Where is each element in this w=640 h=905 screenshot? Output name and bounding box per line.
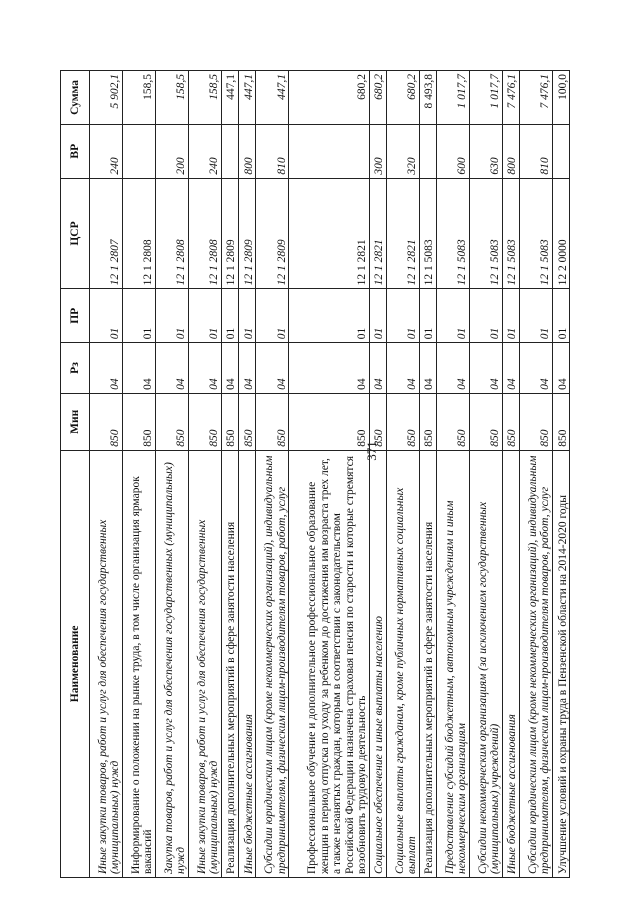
cell-sum: 158,5 — [155, 71, 188, 125]
cell-min: 850 — [90, 393, 123, 450]
cell-pr: 01 — [289, 289, 370, 343]
table-body — [90, 71, 570, 878]
cell-csr: 12 1 2807 — [90, 178, 123, 289]
table-row — [436, 71, 469, 878]
cell-min: 850 — [238, 393, 255, 450]
cell-csr: 12 1 5083 — [469, 178, 502, 289]
cell-name: Улучшение условий и охраны труда в Пензенской области на 2014-2020 годы — [552, 450, 569, 877]
cell-pr: 01 — [90, 289, 123, 343]
table-row — [502, 71, 519, 878]
table-row — [369, 71, 386, 878]
cell-csr: 12 1 2809 — [238, 178, 255, 289]
cell-vr: 240 — [188, 124, 221, 178]
cell-vr: 810 — [519, 124, 552, 178]
cell-name: Реализация дополнительных мероприятий в сфере занятости населения — [419, 450, 436, 877]
cell-min: 850 — [289, 393, 370, 450]
cell-csr: 12 1 2809 — [256, 178, 289, 289]
cell-name: Информирование о положении на рынке труда, в том числе организация ярмарок вакансий — [122, 450, 155, 877]
cell-rz: 04 — [289, 343, 370, 394]
cell-sum: 158,5 — [122, 71, 155, 125]
table-header-row — [61, 71, 90, 878]
cell-sum: 100,0 — [552, 71, 569, 125]
cell-vr: 630 — [469, 124, 502, 178]
cell-pr: 01 — [155, 289, 188, 343]
cell-rz: 04 — [256, 343, 289, 394]
cell-vr: 320 — [386, 124, 419, 178]
cell-min: 850 — [369, 393, 386, 450]
cell-vr: 800 — [238, 124, 255, 178]
cell-min: 850 — [552, 393, 569, 450]
cell-pr: 01 — [369, 289, 386, 343]
cell-name: Социальное обеспечение и иные выплаты населению — [369, 450, 386, 877]
table-row — [419, 71, 436, 878]
cell-vr — [289, 124, 370, 178]
cell-min: 850 — [221, 393, 238, 450]
cell-rz: 04 — [519, 343, 552, 394]
table-row — [386, 71, 419, 878]
cell-name: Субсидии юридическим лицам (кроме некоммерческих организаций), индивидуальным предпринимателям, физическим лицам-производителям товаров, работ, услуг — [256, 450, 289, 877]
table-row — [469, 71, 502, 878]
cell-rz: 04 — [155, 343, 188, 394]
cell-vr: 800 — [502, 124, 519, 178]
cell-sum: 447,1 — [238, 71, 255, 125]
cell-pr: 01 — [221, 289, 238, 343]
cell-pr: 01 — [386, 289, 419, 343]
cell-min: 850 — [502, 393, 519, 450]
cell-rz: 04 — [419, 343, 436, 394]
header-sum: Сумма — [61, 71, 90, 125]
header-min: Мин — [61, 393, 90, 450]
cell-vr — [419, 124, 436, 178]
cell-vr — [122, 124, 155, 178]
cell-pr: 01 — [469, 289, 502, 343]
cell-rz: 04 — [90, 343, 123, 394]
cell-sum: 1 017,7 — [436, 71, 469, 125]
cell-name: Предоставление субсидий бюджетным, автономным учреждениям и иным некоммерческим организациям — [436, 450, 469, 877]
cell-pr: 01 — [552, 289, 569, 343]
cell-csr: 12 1 2821 — [369, 178, 386, 289]
cell-rz: 04 — [238, 343, 255, 394]
cell-name: Иные бюджетные ассигнования — [238, 450, 255, 877]
cell-min: 850 — [386, 393, 419, 450]
cell-csr: 12 1 2808 — [122, 178, 155, 289]
table-row — [122, 71, 155, 878]
cell-csr: 12 1 5083 — [519, 178, 552, 289]
header-pr: ПР — [61, 289, 90, 343]
cell-rz: 04 — [122, 343, 155, 394]
cell-csr: 12 2 0000 — [552, 178, 569, 289]
cell-pr: 01 — [256, 289, 289, 343]
cell-vr — [552, 124, 569, 178]
cell-sum: 8 493,8 — [419, 71, 436, 125]
cell-rz: 04 — [221, 343, 238, 394]
cell-csr: 12 1 2808 — [188, 178, 221, 289]
cell-vr — [221, 124, 238, 178]
cell-name: Иные закупки товаров, работ и услуг для обеспечения государственных (муниципальных) нужд — [188, 450, 221, 877]
cell-name: Иные бюджетные ассигнования — [502, 450, 519, 877]
cell-pr: 01 — [502, 289, 519, 343]
cell-pr: 01 — [188, 289, 221, 343]
cell-sum: 680,2 — [289, 71, 370, 125]
cell-rz: 04 — [502, 343, 519, 394]
cell-min: 850 — [188, 393, 221, 450]
table-row — [238, 71, 255, 878]
cell-vr: 600 — [436, 124, 469, 178]
cell-name: Закупка товаров, работ и услуг для обеспечения государственных (муниципальных) нужд — [155, 450, 188, 877]
table-row — [552, 71, 569, 878]
cell-name: Профессиональное обучение и дополнительное профессиональное образование женщин в период отпуска по уходу за ребенком до достижения им возраста трех лет, а также незанятых граждан, которым в соответствии с законодательством Российской Федерации назначена страховая пенсия по старости и которые стремятся возобновить трудовую деятельность — [289, 450, 370, 877]
cell-min: 850 — [469, 393, 502, 450]
table-row — [155, 71, 188, 878]
header-name: Наименование — [61, 450, 90, 877]
cell-rz: 04 — [188, 343, 221, 394]
table-row — [256, 71, 289, 878]
cell-sum: 447,1 — [221, 71, 238, 125]
cell-name: Иные закупки товаров, работ и услуг для обеспечения государственных (муниципальных) нужд — [90, 450, 123, 877]
cell-sum: 1 017,7 — [469, 71, 502, 125]
cell-vr: 200 — [155, 124, 188, 178]
cell-csr: 12 1 2821 — [289, 178, 370, 289]
cell-csr: 12 1 2821 — [386, 178, 419, 289]
budget-table — [60, 70, 570, 878]
cell-csr: 12 1 2809 — [221, 178, 238, 289]
table-row — [188, 71, 221, 878]
cell-name: Реализация дополнительных мероприятий в сфере занятости населения — [221, 450, 238, 877]
cell-min: 850 — [519, 393, 552, 450]
cell-csr: 12 1 5083 — [436, 178, 469, 289]
cell-name: Субсидии некоммерческим организациям (за исключением государственных (муниципальных) учреждений) — [469, 450, 502, 877]
cell-min: 850 — [256, 393, 289, 450]
cell-pr: 01 — [519, 289, 552, 343]
cell-pr: 01 — [419, 289, 436, 343]
cell-sum: 5 902,1 — [90, 71, 123, 125]
cell-pr: 01 — [436, 289, 469, 343]
cell-csr: 12 1 5083 — [502, 178, 519, 289]
cell-sum: 158,5 — [188, 71, 221, 125]
cell-rz: 04 — [386, 343, 419, 394]
table-row — [519, 71, 552, 878]
cell-csr: 12 1 5083 — [419, 178, 436, 289]
cell-min: 850 — [155, 393, 188, 450]
header-csr: ЦСР — [61, 178, 90, 289]
cell-rz: 04 — [552, 343, 569, 394]
cell-pr: 01 — [122, 289, 155, 343]
header-vr: ВР — [61, 124, 90, 178]
cell-min: 850 — [122, 393, 155, 450]
cell-name: Социальные выплаты гражданам, кроме публичных нормативных социальных выплат — [386, 450, 419, 877]
cell-sum: 680,2 — [369, 71, 386, 125]
cell-vr: 810 — [256, 124, 289, 178]
page-number: 371 — [363, 441, 379, 461]
cell-vr: 240 — [90, 124, 123, 178]
header-rz: Рз — [61, 343, 90, 394]
cell-rz: 04 — [469, 343, 502, 394]
rotated-table-container — [60, 70, 570, 878]
cell-csr: 12 1 2808 — [155, 178, 188, 289]
cell-sum: 447,1 — [256, 71, 289, 125]
cell-min: 850 — [436, 393, 469, 450]
cell-sum: 680,2 — [386, 71, 419, 125]
cell-rz: 04 — [369, 343, 386, 394]
table-row — [90, 71, 123, 878]
cell-name: Субсидии юридическим лицам (кроме некоммерческих организаций), индивидуальным предпринимателям, физическим лицам-производителям товаров, работ, услуг — [519, 450, 552, 877]
cell-sum: 7 476,1 — [519, 71, 552, 125]
cell-vr: 300 — [369, 124, 386, 178]
table-row — [289, 71, 370, 878]
table-row — [221, 71, 238, 878]
cell-min: 850 — [419, 393, 436, 450]
cell-pr: 01 — [238, 289, 255, 343]
cell-sum: 7 476,1 — [502, 71, 519, 125]
cell-rz: 04 — [436, 343, 469, 394]
